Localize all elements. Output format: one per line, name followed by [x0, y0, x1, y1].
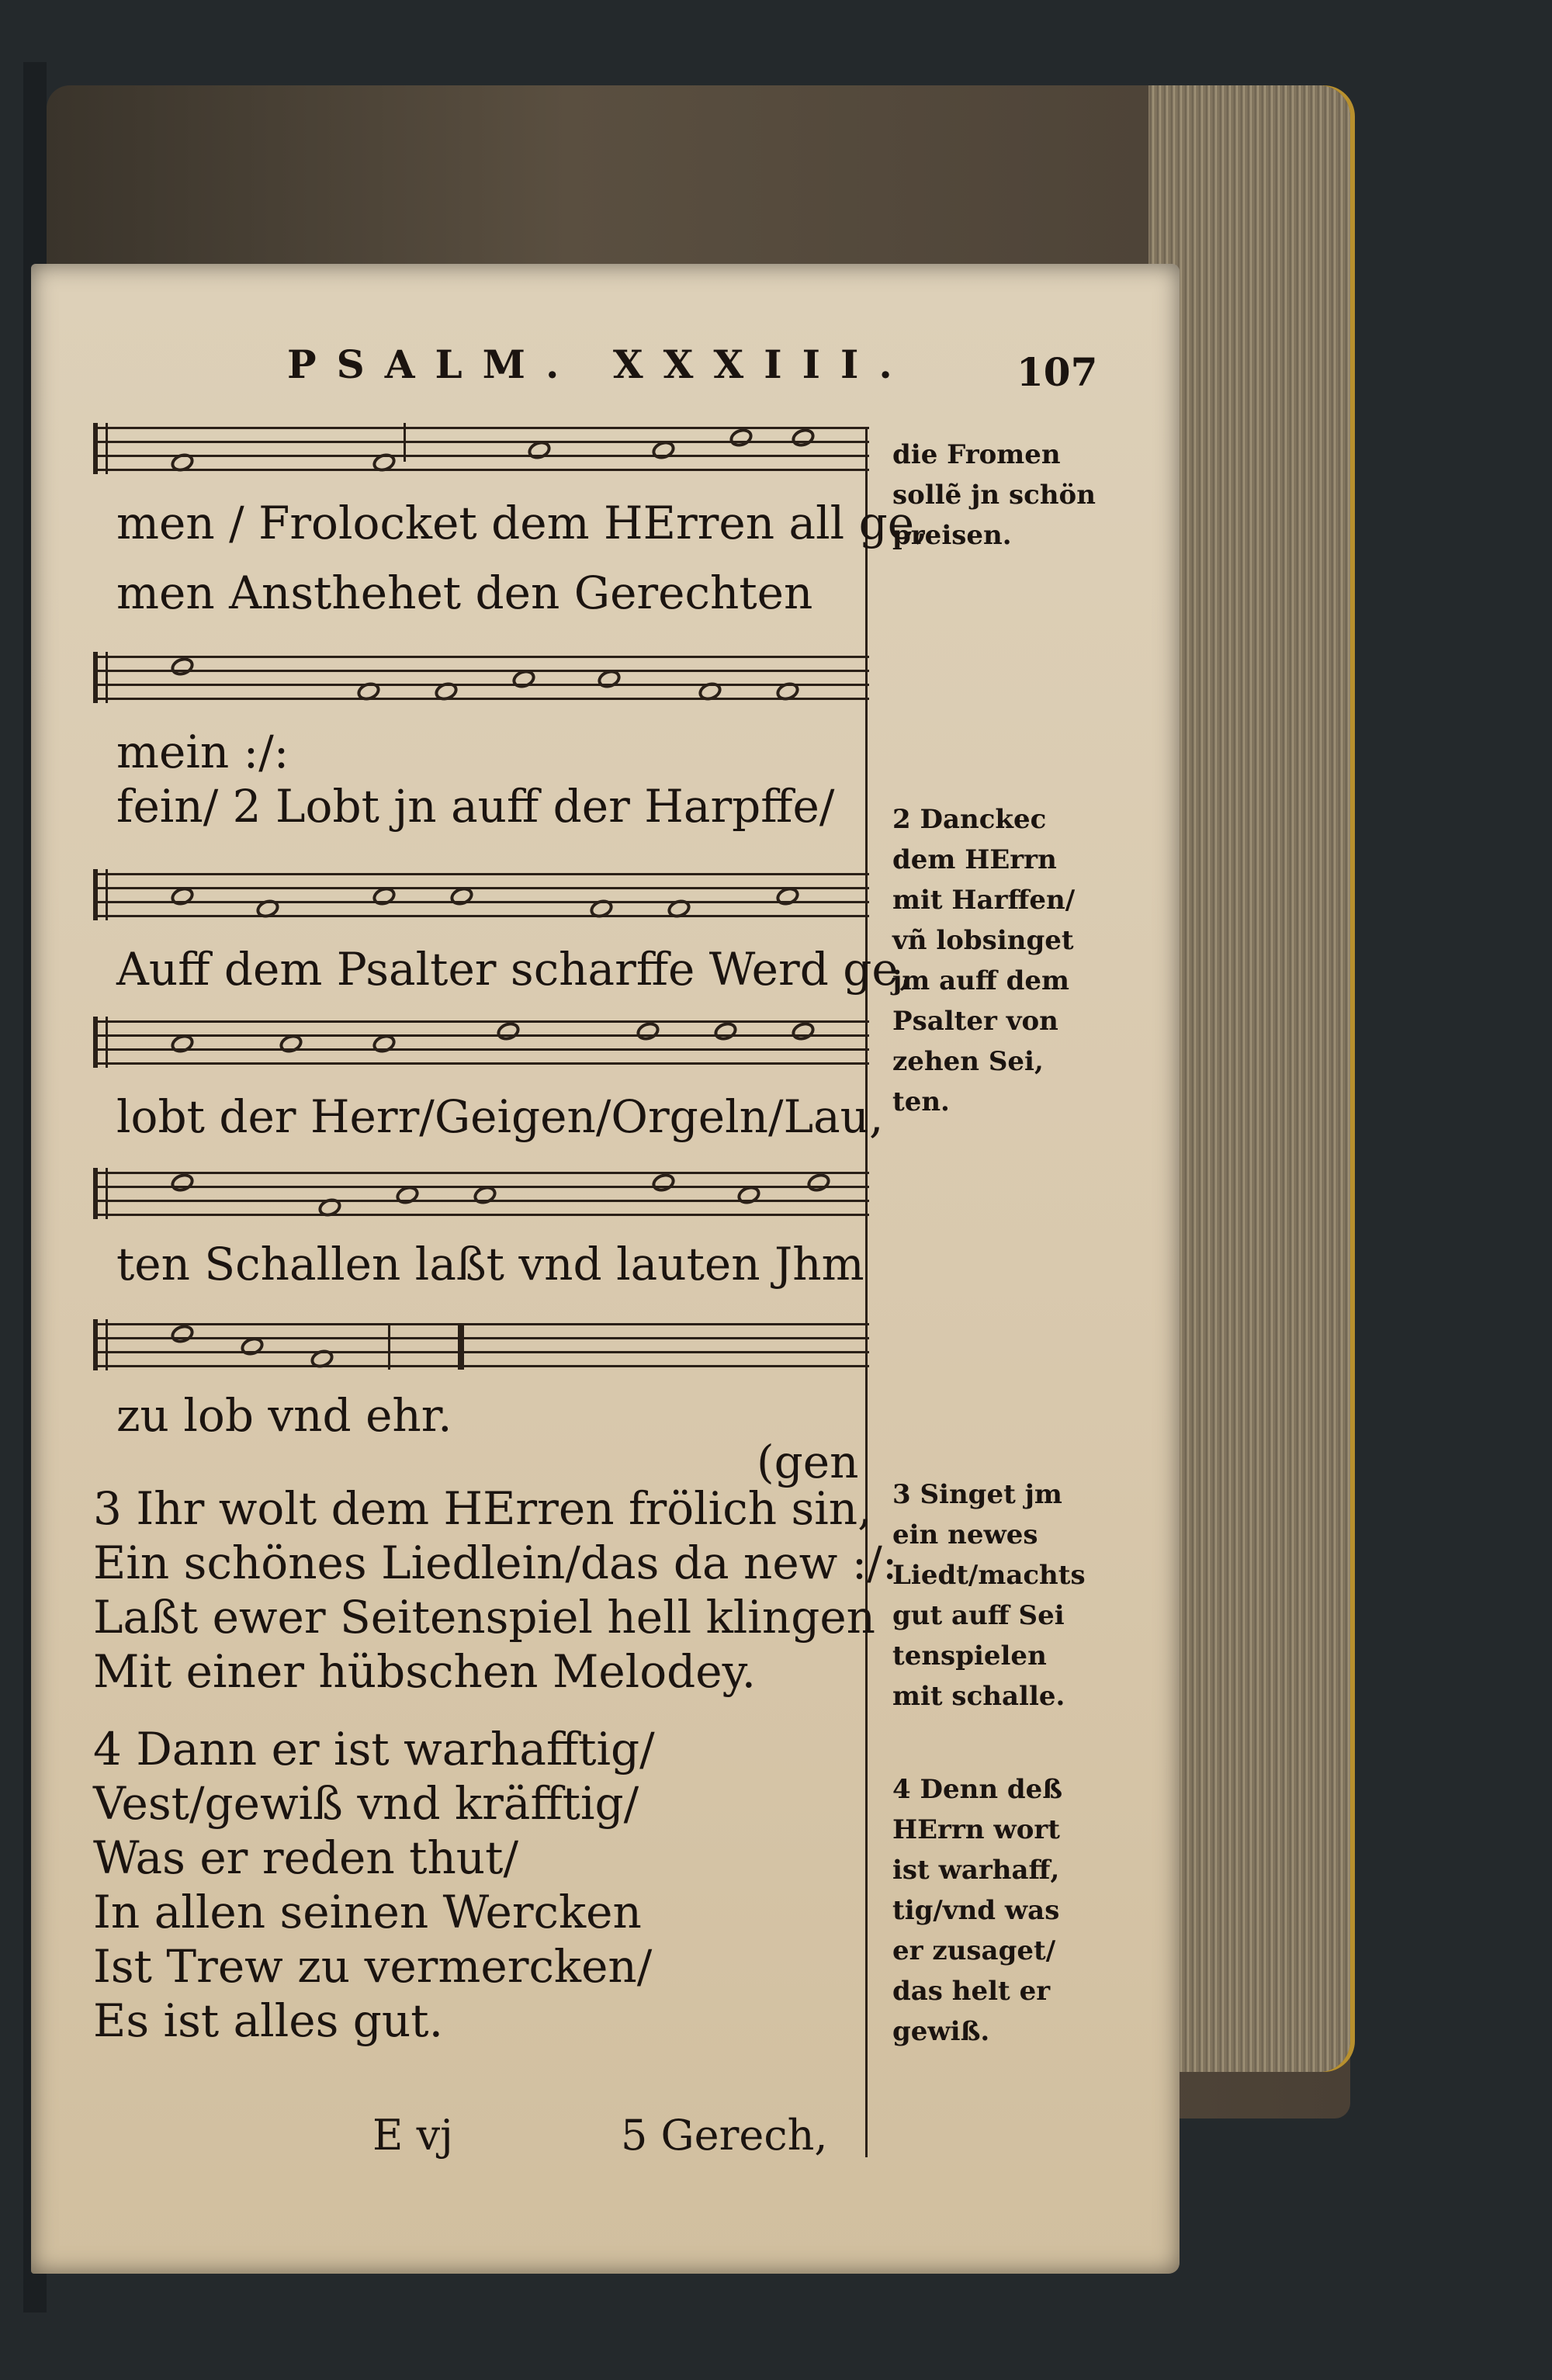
lyric-line: zu lob vnd ehr. [116, 1389, 452, 1442]
verse-line: Ein schönes Liedlein/das da new :/: [93, 1536, 898, 1589]
music-staff [93, 644, 869, 706]
verse-line: In allen seinen Wercken [93, 1886, 642, 1938]
page-number: 107 [1017, 349, 1098, 395]
gloss-line: gut auff Sei [892, 1600, 1065, 1631]
music-note [494, 1020, 522, 1044]
music-note [805, 1171, 833, 1195]
music-staff [93, 861, 869, 923]
music-note [774, 885, 802, 909]
lyric-line: lobt der Herr/Geigen/Orgeln/Lau, [116, 1090, 884, 1143]
page-header: PSALM. XXXIII. [287, 341, 913, 387]
music-note [510, 667, 538, 691]
music-note [277, 1032, 305, 1056]
margin-gloss [892, 435, 1096, 556]
music-note [238, 1335, 266, 1359]
margin-gloss [892, 1769, 1062, 2052]
signature-mark: E vj [372, 2111, 453, 2160]
verse-line: (gen [757, 1436, 859, 1488]
music-note [168, 1322, 196, 1346]
music-staff [93, 1160, 869, 1222]
verse-line: Ist Trew zu vermercken/ [93, 1940, 653, 1993]
music-note [735, 1183, 763, 1207]
verse-line: Es ist alles gut. [93, 1994, 444, 2047]
gloss-line: preisen. [892, 520, 1012, 551]
gloss-line: tig/vnd was [892, 1895, 1060, 1926]
lyric-line: men Ansthehet den Gerechten [116, 566, 813, 619]
gloss-line: 2 Danckec [892, 804, 1047, 835]
gloss-line: gewiß. [892, 2016, 990, 2047]
gloss-line: das helt er [892, 1976, 1051, 2007]
gloss-line: HErrn wort [892, 1814, 1060, 1845]
gloss-line: ein newes [892, 1519, 1038, 1550]
gloss-line: dem HErrn [892, 844, 1057, 875]
verse-line: 4 Dann er ist warhafftig/ [93, 1723, 655, 1775]
music-note [665, 897, 693, 921]
gloss-line: jm auff dem [892, 965, 1069, 996]
music-note [370, 451, 398, 475]
music-note [727, 426, 755, 450]
double-bar-line [458, 1323, 464, 1370]
music-note [525, 438, 553, 462]
music-note [168, 655, 196, 679]
margin-gloss [892, 799, 1075, 1122]
music-note [448, 885, 476, 909]
lyric-line: men / Frolocket dem HErren all ge, [116, 497, 929, 549]
gloss-line: 4 Denn deß [892, 1774, 1063, 1805]
verse-line: Mit einer hübschen Melodey. [93, 1645, 757, 1698]
margin-gloss [892, 1474, 1086, 1717]
music-note [254, 897, 282, 921]
book-page [31, 264, 1180, 2274]
note-stem [404, 423, 406, 462]
lyric-line: mein :/: [116, 726, 289, 778]
gloss-line: sollẽ jn schön [892, 480, 1096, 511]
bar-line [388, 1323, 390, 1370]
music-note [432, 680, 460, 704]
music-note [308, 1347, 336, 1371]
gloss-line: zehen Sei, [892, 1046, 1044, 1077]
music-staff [93, 1009, 869, 1071]
gloss-line: Liedt/machts [892, 1560, 1086, 1591]
lyric-line: ten Schallen laßt vnd lauten Jhm [116, 1238, 864, 1290]
music-note [650, 1171, 677, 1195]
verse-line: Laßt ewer Seitenspiel hell klingen [93, 1591, 876, 1644]
music-staff [93, 415, 869, 477]
lyric-line: Auff dem Psalter scharffe Werd ge, [116, 943, 913, 996]
music-note [712, 1020, 740, 1044]
music-note [789, 426, 817, 450]
verse-line: Vest/gewiß vnd kräfftig/ [93, 1777, 639, 1830]
music-note [168, 1032, 196, 1056]
music-note [370, 1032, 398, 1056]
music-note [650, 438, 677, 462]
verse-line: Was er reden thut/ [93, 1831, 518, 1884]
music-staff [93, 1311, 869, 1374]
music-note [370, 885, 398, 909]
gloss-line: 3 Singet jm [892, 1479, 1062, 1510]
catchword: 5 Gerech, [621, 2111, 828, 2160]
music-note [634, 1020, 662, 1044]
music-note [774, 680, 802, 704]
gloss-line: mit schalle. [892, 1681, 1065, 1712]
gloss-line: die Fromen [892, 439, 1061, 470]
music-note [587, 897, 615, 921]
music-note [168, 451, 196, 475]
lyric-line: fein/ 2 Lobt jn auff der Harpffe/ [116, 780, 835, 833]
gloss-line: ist warhaff, [892, 1855, 1060, 1886]
verse-line: 3 Ihr wolt dem HErren frölich sin, [93, 1482, 872, 1535]
gloss-line: er zusaget/ [892, 1935, 1056, 1966]
gloss-line: vñ lobsinget [892, 925, 1074, 956]
music-note [355, 680, 383, 704]
gloss-line: Psalter von [892, 1006, 1058, 1037]
music-note [168, 1171, 196, 1195]
gloss-line: mit Harffen/ [892, 885, 1076, 916]
gloss-line: tenspielen [892, 1640, 1047, 1672]
music-note [696, 680, 724, 704]
music-note [168, 885, 196, 909]
music-note [789, 1020, 817, 1044]
music-note [393, 1183, 421, 1207]
gloss-line: ten. [892, 1086, 950, 1117]
music-note [471, 1183, 499, 1207]
music-note [316, 1196, 344, 1220]
music-note [595, 667, 623, 691]
